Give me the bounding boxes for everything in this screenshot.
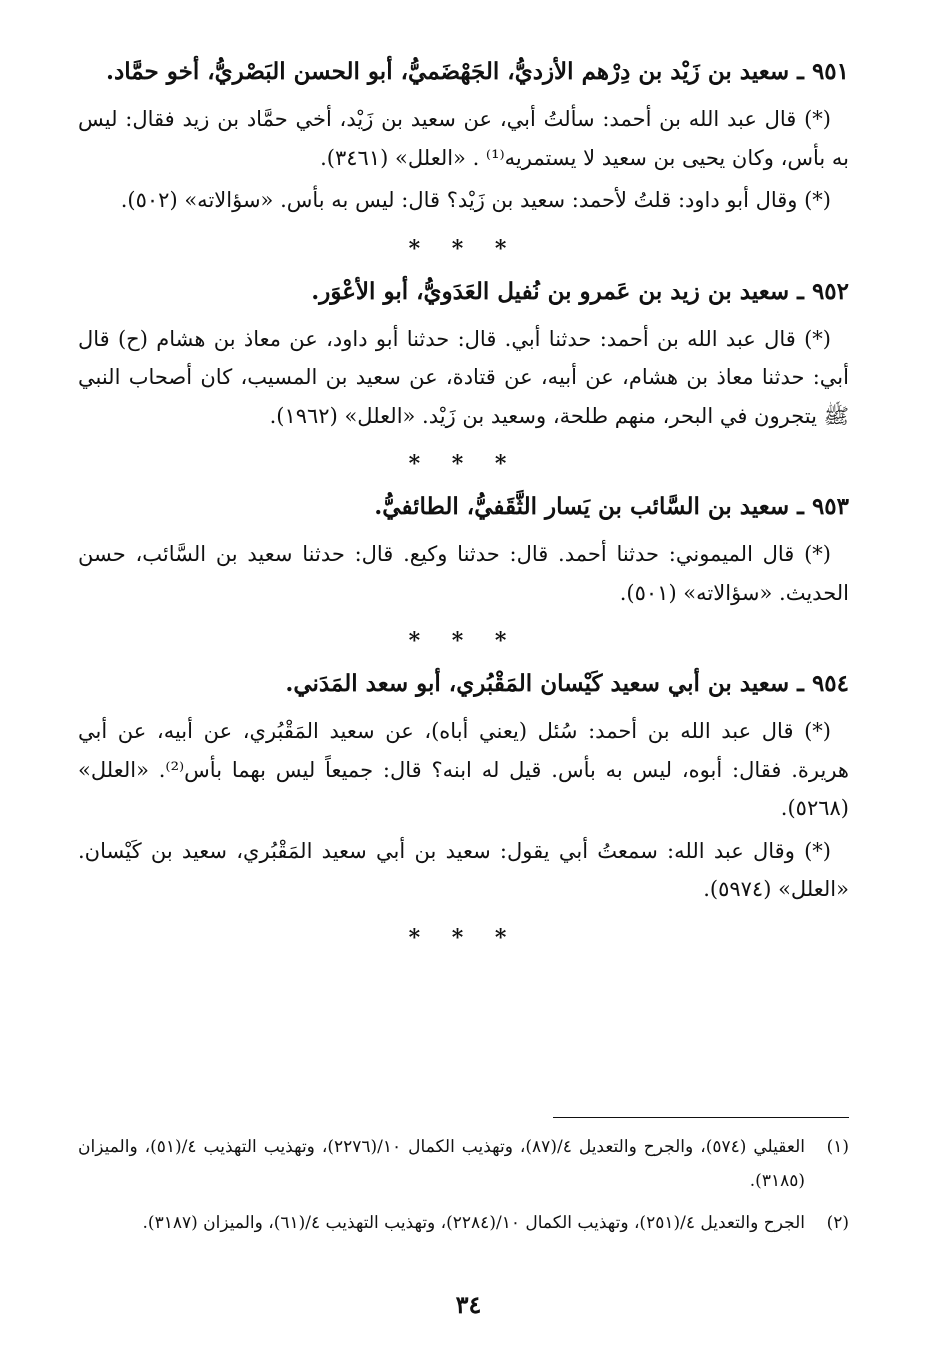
section-separator: * * * <box>408 924 519 951</box>
entry-heading: ٩٥٤ ـ سعيد بن أبي سعيد كَيْسان المَقْبُري، أبو سعد المَدَني. <box>285 670 849 697</box>
section-separator: * * * <box>408 451 519 477</box>
footnote-divider <box>553 1117 849 1118</box>
entry-heading: ٩٥١ ـ سعيد بن زَيْد بن دِرْهم الأزديُّ، الجَهْضَميُّ، أبو الحسن البَصْريُّ، أخو حمَّاد. <box>105 58 849 85</box>
entry-paragraph: (*) وقال عبد الله: سمعتُ أبي يقول: سعيد بن أبي سعيد المَقْبُري، سعيد بن كَيْسان. «العلل» (٥٩٧٤). <box>78 838 849 901</box>
entry-heading: ٩٥٣ ـ سعيد بن السَّائب بن يَسار الثَّقَفيُّ، الطائفيُّ. <box>374 493 849 520</box>
footnote-text: الجرح والتعديل ٤/(٢٥١)، وتهذيب الكمال ١٠/(٢٢٨٤)، وتهذيب التهذيب ٤/(٦١)، والميزان (٣١٨٧). <box>142 1213 805 1233</box>
footnote-item <box>78 1130 849 1198</box>
entry-paragraph: (*) قال الميموني: حدثنا أحمد. قال: حدثنا وكيع. قال: حدثنا سعيد بن السَّائب، حسن الحديث. «سؤالاته» (٥٠١). <box>78 542 849 605</box>
entry-954 <box>78 664 849 909</box>
entry-paragraph: (*) قال عبد الله بن أحمد: حدثنا أبي. قال: حدثنا أبو داود، عن معاذ بن هشام (ح) قال أبي: حدثنا معاذ بن هشام، عن أبيه، عن قتادة، عن سعيد بن المسيب، كان أصحاب النبي ﷺ يتجرون في البحر، منهم طلحة، وسعيد بن زَيْد. «العلل» (١٩٦٢). <box>78 326 849 428</box>
entry-951 <box>78 52 849 220</box>
footnote-item <box>78 1206 849 1240</box>
entry-paragraph: (*) وقال أبو داود: قلتُ لأحمد: سعيد بن زَيْد؟ قال: ليس به بأس. «سؤالاته» (٥٠٢). <box>120 188 831 212</box>
entry-paragraph: (*) قال عبد الله بن أحمد: سألتُ أبي، عن سعيد بن زَيْد، أخي حمَّاد بن زيد فقال: ليس به بأس، وكان يحيى بن سعيد لا يستمريه⁽¹⁾ . «العلل» (٣٤٦١). <box>78 107 849 170</box>
footnote-text: العقيلي (٥٧٤)، والجرح والتعديل ٤/(٨٧)، وتهذيب الكمال ١٠/(٢٢٧٦)، وتهذيب التهذيب ٤/(٥١)، والميزان (٣١٨٥). <box>78 1137 806 1191</box>
section-separator: * * * <box>408 235 519 262</box>
entry-953 <box>78 487 849 612</box>
footnotes <box>78 1130 849 1248</box>
entry-paragraph: (*) قال عبد الله بن أحمد: سُئل (يعني أباه)، عن سعيد المَقْبُري، عن أبيه، عن أبي هريرة. فقال: أبوه، ليس به بأس. قيل له ابنه؟ قال: جميعاً ليس بهما بأس⁽²⁾. «العلل» (٥٢٦٨). <box>78 719 849 820</box>
footnote-number: (١) <box>826 1137 849 1157</box>
footnote-number: (٢) <box>826 1213 849 1233</box>
section-separator: * * * <box>408 628 519 654</box>
entry-952 <box>78 272 849 436</box>
entry-heading: ٩٥٢ ـ سعيد بن زيد بن عَمرو بن نُفيل العَدَويُّ، أبو الأعْوَر. <box>311 277 849 305</box>
page-number: ٣٤ <box>455 1290 482 1319</box>
